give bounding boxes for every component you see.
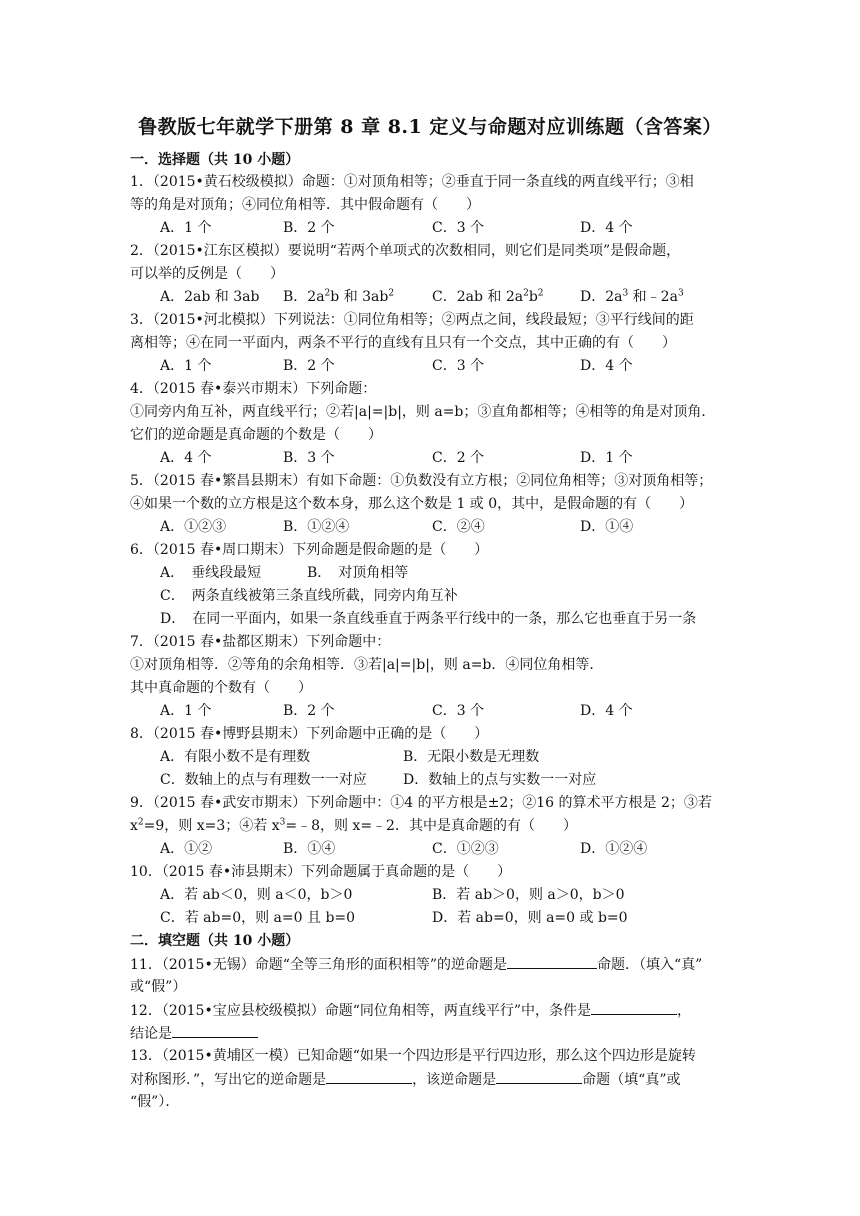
q6-option-d: D． 在同一平面内，如果一条直线垂直于两条平行线中的一条，那么它也垂直于另一条 bbox=[160, 611, 697, 627]
q12-line-1: 12．（2015•宝应县校级模拟）命题“同位角相等，两直线平行”中，条件是 ， bbox=[130, 1000, 691, 1021]
q9-option-c: C．①②③ bbox=[432, 841, 499, 857]
q4-option-c: C．2 个 bbox=[432, 450, 485, 466]
q7-option-d: D．4 个 bbox=[580, 703, 633, 719]
q8-option-a: A．有限小数不是有理数 bbox=[160, 749, 311, 765]
q8-line-1: 8．（2015 春•博野县期末）下列命题中正确的是（ ） bbox=[130, 726, 489, 742]
q2-line-1: 2．（2015•江东区模拟）要说明“若两个单项式的次数相同，则它们是同类项”是假命题， bbox=[130, 243, 681, 259]
q6-option-b: B． 对顶角相等 bbox=[307, 565, 409, 581]
q11-answer-blank[interactable] bbox=[507, 954, 597, 969]
q10-option-d: D．若 ab=0，则 a=0 或 b=0 bbox=[432, 910, 628, 926]
q9-line-2: $x^2=9$，则 x=3；④若 $x^3=﹣8$，则 x=﹣2．其中是真命题的有（ ） bbox=[130, 817, 577, 834]
q5-option-a: A．①②③ bbox=[160, 519, 227, 535]
q13-line-1: 13．（2015•黄埔区一模）已知命题“如果一个四边形是平行四边形，那么这个四边形是旋转 bbox=[130, 1048, 696, 1064]
document-title: 鲁教版七年就学下册第 8 章 8.1 定义与命题对应训练题（含答案） bbox=[138, 116, 722, 138]
q10-option-c: C．若 ab=0，则 a=0 且 b=0 bbox=[160, 910, 356, 926]
q8-option-c: C．数轴上的点与有理数一一对应 bbox=[160, 772, 367, 788]
q3-line-2: 离相等；④在同一平面内，两条不平行的直线有且只有一个交点，其中正确的有（ ） bbox=[130, 335, 676, 351]
q8-option-d: D．数轴上的点与实数一一对应 bbox=[403, 772, 597, 788]
q1-option-d: D．4 个 bbox=[580, 220, 633, 236]
q2-option-c: C．2ab 和 $2a^2b^2$ bbox=[432, 288, 544, 305]
q2-option-d: D．$2a^3$ 和$﹣2a^3$ bbox=[580, 288, 684, 305]
q12-line-2: 结论是 bbox=[130, 1023, 258, 1044]
q1-line-1: 1．（2015•黄石校级模拟）命题：①对顶角相等；②垂直于同一条直线的两直线平行；③相 bbox=[130, 174, 694, 190]
q7-line-3: 其中真命题的个数有（ ） bbox=[130, 680, 312, 696]
q11-line-1: 11．（2015•无锡）命题“全等三角形的面积相等”的逆命题是 命题．（填入“真” bbox=[130, 954, 702, 975]
q3-option-b: B．2 个 bbox=[283, 358, 335, 374]
q13-truth-blank[interactable] bbox=[496, 1069, 582, 1084]
q5-option-b: B．①②④ bbox=[283, 519, 350, 535]
q13-line-2: 对称图形．”，写出它的逆命题是 ，该逆命题是 命题（填“真”或 bbox=[130, 1069, 681, 1090]
q2-line-2: 可以举的反例是（ ） bbox=[130, 266, 284, 282]
q4-line-2: ①同旁内角互补，两直线平行；②若|a|=|b|，则 a=b；③直角都相等；④相等的角是对顶角． bbox=[130, 404, 716, 420]
q1-option-b: B．2 个 bbox=[283, 220, 335, 236]
q12-condition-blank[interactable] bbox=[591, 1000, 677, 1015]
q1-line-2: 等的角是对顶角；④同位角相等．其中假命题有（ ） bbox=[130, 197, 480, 213]
q2-option-a: A．2ab 和 3ab bbox=[160, 289, 260, 305]
q2-option-b: B．$2a^2b$ 和 $3ab^2$ bbox=[283, 288, 395, 305]
q5-line-2: ④如果一个数的立方根是这个数本身，那么这个数是 1 或 0，其中，是假命题的有（ ） bbox=[130, 496, 694, 512]
q10-option-a: A．若 ab＜0，则 a＜0，b＞0 bbox=[160, 887, 353, 903]
q9-option-a: A．①② bbox=[160, 841, 213, 857]
q7-option-c: C．3 个 bbox=[432, 703, 485, 719]
q6-line-1: 6．（2015 春•周口期末）下列命题是假命题的是（ ） bbox=[130, 542, 489, 558]
q9-line-1: 9．（2015 春•武安市期末）下列命题中：①4 的平方根是±2；②16 的算术平方根是 2；③若 bbox=[130, 795, 712, 811]
q5-option-c: C．②④ bbox=[432, 519, 485, 535]
q6-option-c: C． 两条直线被第三条直线所截，同旁内角互补 bbox=[160, 588, 458, 604]
q12-conclusion-blank[interactable] bbox=[172, 1023, 258, 1038]
q1-option-c: C．3 个 bbox=[432, 220, 485, 236]
q3-option-c: C．3 个 bbox=[432, 358, 485, 374]
q13-line-3: “假”）． bbox=[130, 1094, 180, 1110]
q10-option-b: B．若 ab＞0，则 a＞0，b＞0 bbox=[432, 887, 625, 903]
q7-option-a: A．1 个 bbox=[160, 703, 212, 719]
section-fill-heading: 二．填空题（共 10 小题） bbox=[130, 933, 300, 949]
q3-line-1: 3．（2015•河北模拟）下列说法：①同位角相等；②两点之间，线段最短；③平行线间的距 bbox=[130, 312, 694, 328]
q4-option-b: B．3 个 bbox=[283, 450, 335, 466]
q6-option-a: A． 垂线段最短 bbox=[160, 565, 262, 581]
q4-option-a: A．4 个 bbox=[160, 450, 212, 466]
q4-option-d: D．1 个 bbox=[580, 450, 633, 466]
q3-option-d: D．4 个 bbox=[580, 358, 633, 374]
q5-line-1: 5．（2015 春•繁昌县期末）有如下命题：①负数没有立方根；②同位角相等；③对顶角相等； bbox=[130, 473, 713, 489]
q7-line-2: ①对顶角相等．②等角的余角相等．③若|a|=|b|，则 a=b．④同位角相等． bbox=[130, 657, 604, 673]
q9-option-d: D．①②④ bbox=[580, 841, 648, 857]
section-choice-heading: 一．选择题（共 10 小题） bbox=[130, 152, 300, 168]
q7-line-1: 7．（2015 春•盐都区期末）下列命题中： bbox=[130, 634, 391, 650]
q10-line-1: 10．（2015 春•沛县期末）下列命题属于真命题的是（ ） bbox=[130, 864, 512, 880]
q4-line-3: 它们的逆命题是真命题的个数是（ ） bbox=[130, 427, 382, 443]
q11-line-2: 或“假”） bbox=[130, 979, 187, 995]
q13-converse-blank[interactable] bbox=[326, 1069, 412, 1084]
q4-line-1: 4．（2015 春•泰兴市期末）下列命题： bbox=[130, 381, 377, 397]
q8-option-b: B．无限小数是无理数 bbox=[403, 749, 540, 765]
q7-option-b: B．2 个 bbox=[283, 703, 335, 719]
q1-option-a: A．1 个 bbox=[160, 220, 212, 236]
q9-option-b: B．①④ bbox=[283, 841, 336, 857]
q5-option-d: D．①④ bbox=[580, 519, 634, 535]
q3-option-a: A．1 个 bbox=[160, 358, 212, 374]
